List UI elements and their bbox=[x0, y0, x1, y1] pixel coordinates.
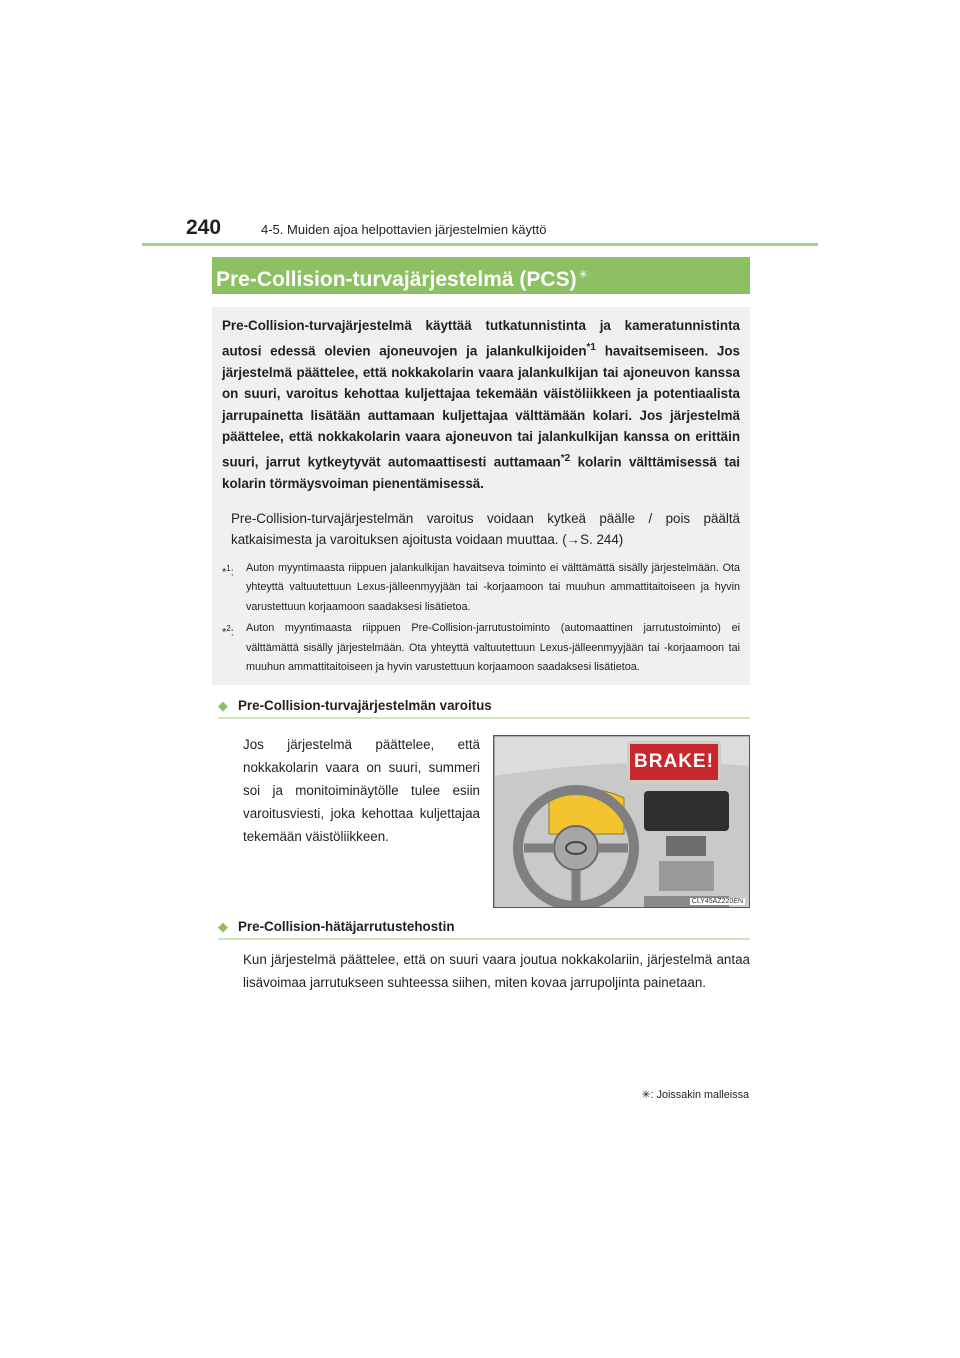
header-rule bbox=[142, 243, 818, 246]
subheading-warning bbox=[218, 698, 750, 719]
subheading-brake-assist bbox=[218, 919, 750, 940]
footnote-number: 2 bbox=[226, 624, 231, 634]
page-footnote bbox=[642, 1088, 749, 1101]
intro-text-part: havaitsemiseen. Jos järjestelmä päättelee, että nokkakolarin vaara jalankulkijan tai ajoneuvon kanssa on suuri, varoitus kehottaa kuljettajaa tekemään väistöliikkeen ja potentiaalista jarrupainetta lisätään auttamaan kuljettajaa välttämään kolari. Jos järjestelmä päättelee, että nokkakolarin vaara ajoneuvon tai jalankulkijan kanssa on erittäin suuri, jarrut kytkeytyvät automaattisesti auttamaan bbox=[222, 343, 740, 470]
diamond-bullet-icon: ◆ bbox=[218, 698, 228, 713]
diamond-bullet-icon: ◆ bbox=[218, 919, 228, 934]
brake-warning-badge: BRAKE! bbox=[627, 741, 721, 783]
dashboard-illustration bbox=[493, 735, 750, 908]
footnote-text: Auton myyntimaasta riippuen jalankulkijan havaitseva toiminto ei välttämättä sisälly järjestelmään. Ota yhteyttä valtuutettuun Lexus-jälleenmyyjään tai -korjaamoon tai muuhun ammattitaitoiseen ja hyvin varustettuun korjaamoon saadaksesi lisätietoa. bbox=[246, 561, 740, 613]
intro-text-part: Pre-Collision-turvajärjestelmä käyttää tutkatunnistinta ja kameratunnistinta autosi edessä olevien ajoneuvojen ja jalankulkijoiden bbox=[222, 318, 740, 359]
subheading-label: Pre-Collision-hätäjarrutustehostin bbox=[238, 919, 455, 934]
illustration-code: CLY45AZ220EN bbox=[691, 898, 743, 905]
model-availability-mark: ✳ bbox=[641, 1089, 651, 1101]
model-availability-mark: ✳ bbox=[578, 269, 588, 281]
footnote-ref-1: *1 bbox=[586, 341, 596, 353]
footnote-text: Auton myyntimaasta riippuen Pre-Collision-jarrutustoiminto (automaattinen jarrutustoiminto) ei välttämättä sisälly järjestelmään. Ota yhteyttä valtuutettuun Lexus-jälleenmyyjään tai -korjaamoon tai muuhun ammattitaitoiseen ja hyvin varustettuun korjaamoon saadaksesi lisätietoa. bbox=[246, 622, 740, 674]
brake-assist-description: Kun järjestelmä päättelee, että on suuri vaara joutua nokkakolariin, järjestelmä antaa lisävoimaa jarrutukseen suhteessa siihen, miten kovaa jarrupoljinta painetaan. bbox=[243, 952, 750, 990]
section-title: Pre-Collision-turvajärjestelmä (PCS) bbox=[216, 268, 577, 291]
subheading-label: Pre-Collision-turvajärjestelmän varoitus bbox=[238, 698, 492, 713]
intro-text-part: kolarin välttämisessä tai kolarin törmäysvoiman pienentämisessä. bbox=[222, 454, 740, 492]
footnote-marker: *$^2$: bbox=[222, 624, 234, 640]
settings-note: Pre-Collision-turvajärjestelmän varoitus voidaan kytkeä päälle / pois päältä katkaisimesta ja varoituksen ajoitusta voidaan muuttaa. (→S. 244) bbox=[231, 510, 740, 548]
intro-box bbox=[212, 307, 750, 685]
footnote-2 bbox=[222, 619, 740, 678]
chapter-header: 4-5. Muiden ajoa helpottavien järjestelmien käyttö bbox=[261, 222, 547, 237]
intro-paragraph bbox=[222, 315, 740, 495]
section-banner bbox=[212, 257, 750, 294]
page-number: 240 bbox=[186, 216, 222, 239]
footnote-1 bbox=[222, 559, 740, 618]
footnote-marker: *$^1$: bbox=[222, 563, 234, 579]
footnote-ref-2: *2 bbox=[560, 453, 571, 465]
page-footnote-text: : Joissakin malleissa bbox=[650, 1089, 749, 1101]
footnote-number: 1 bbox=[226, 563, 231, 573]
warning-description: Jos järjestelmä päättelee, että nokkakolarin vaara on suuri, summeri soi ja monitoiminäytölle tulee esiin varoitusviesti, joka kehottaa kuljettajaa tekemään väistöliikkeen. bbox=[243, 737, 480, 844]
